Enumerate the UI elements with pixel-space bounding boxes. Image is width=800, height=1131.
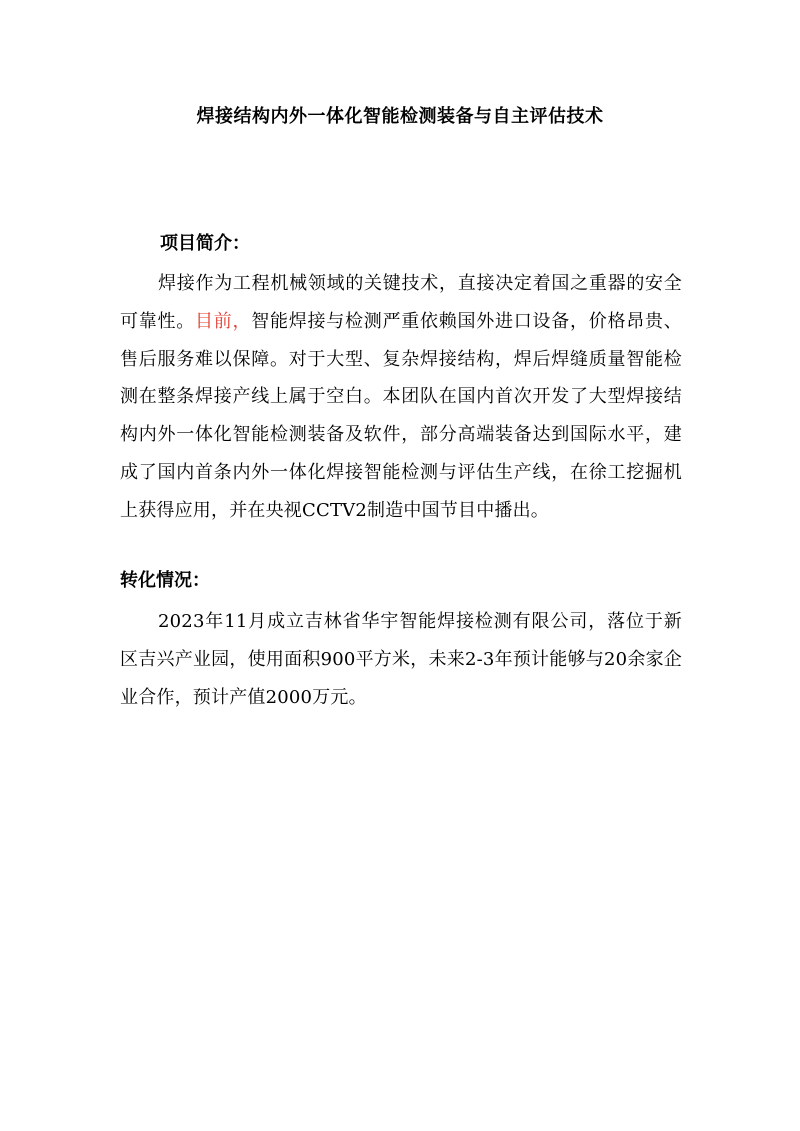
transfer-paragraph: 2023年11月成立吉林省华宇智能焊接检测有限公司，落位于新区吉兴产业园，使用面积900平方米，未来2-3年预计能够与20余家企业合作，预计产值2000万元。 (120, 611, 682, 708)
intro-paragraph (120, 265, 682, 530)
intro-text-part2: 智能焊接与检测严重依赖国外进口设备，价格昂贵、售后服务难以保障。对于大型、复杂焊接结构，焊后焊缝质量智能检测在整条焊接产线上属于空白。本团队在国内首次开发了大型焊接结构内外一体化智能检测装备及软件，部分高端装备达到国际水平，建成了国内首条内外一体化焊接智能检测与评估生产线，在徐工挖掘机上获得应用，并在央视CCTV2制造中国节目中播出。 (120, 310, 682, 521)
document-title: 焊接结构内外一体化智能检测装备与自主评估技术 (196, 106, 604, 127)
intro-heading: 项目简介： (160, 233, 250, 254)
transfer-heading: 转化情况： (120, 570, 210, 591)
intro-text-part1: 焊接作为工程机械领域的关键技术，直接决定着国之重器的安全可靠性。 (120, 273, 682, 332)
intro-highlight: 目前， (195, 310, 252, 332)
